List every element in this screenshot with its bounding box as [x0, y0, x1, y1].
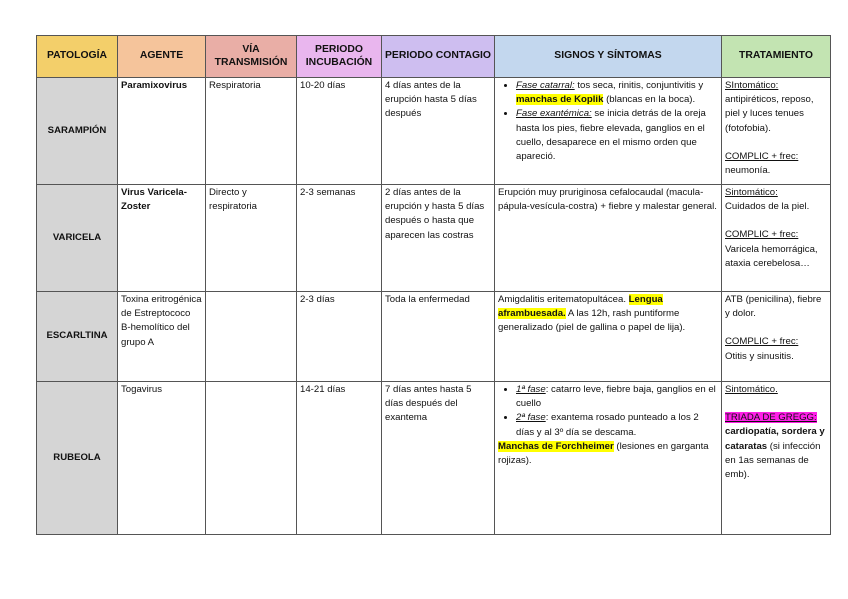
highlighted-sign: manchas de Koplik	[516, 94, 604, 106]
transmission-cell	[206, 382, 297, 535]
symptom-item	[516, 383, 718, 411]
table-row	[37, 78, 831, 185]
incubation-cell: 2-3 días	[297, 292, 382, 382]
transmission-cell: Respiratoria	[206, 78, 297, 185]
complication-detail: neumonía.	[725, 165, 771, 177]
symptom-list	[498, 79, 718, 164]
header-signos-sintomas: SIGNOS Y SÍNTOMAS	[495, 36, 722, 78]
treatment-cell	[722, 382, 831, 535]
phase-text: : exantema rosado punteado a los 2 días y al 3º día se descama.	[516, 412, 699, 438]
pathology-name: RUBEOLA	[37, 382, 118, 535]
symptoms-cell	[495, 382, 722, 535]
phase-label: Fase exantémica:	[516, 108, 592, 120]
contagion-cell: 2 días antes de la erupción y hasta 5 días después o hasta que aparecen las costras	[382, 185, 495, 292]
highlighted-sign: Manchas de Forchheimer	[498, 440, 614, 452]
header-via-transmision: VÍA TRANSMISIÓN	[206, 36, 297, 78]
symptoms-cell	[495, 292, 722, 382]
header-tratamiento: TRATAMIENTO	[722, 36, 831, 78]
incubation-cell: 14-21 días	[297, 382, 382, 535]
header-patologia: PATOLOGÍA	[37, 36, 118, 78]
symptom-text-end: A las 12h, rash puntiforme generalizado (piel de gallina o papel de lija).	[498, 308, 686, 334]
symptom-item	[516, 79, 718, 107]
complication-label: COMPLIC + frec:	[725, 229, 799, 241]
phase-text-end: (blancas en la boca).	[603, 94, 696, 106]
treatment-detail: Cuidados de la piel.	[725, 201, 810, 213]
pathology-name: ESCARLTINA	[37, 292, 118, 382]
phase-label: Fase catarral:	[516, 80, 575, 91]
table-row	[37, 185, 831, 292]
incubation-cell: 2-3 semanas	[297, 185, 382, 292]
treatment-detail: antipiréticos, reposo, piel y luces tenues (fotofobia).	[725, 94, 814, 134]
gregg-triad-label: TRIADA DE GREGG:	[725, 412, 817, 424]
header-agente: AGENTE	[118, 36, 206, 78]
pathology-table	[36, 35, 831, 535]
table-row	[37, 382, 831, 535]
phase-text: : catarro leve, fiebre baja, ganglios en el cuello	[516, 384, 716, 410]
header-periodo-contagio: PERIODO CONTAGIO	[382, 36, 495, 78]
symptom-item	[516, 107, 718, 164]
triad-items: cardiopatía, sordera y cataratas	[725, 426, 825, 452]
complication-label: COMPLIC + frec:	[725, 336, 799, 348]
table-row	[37, 292, 831, 382]
treatment-type: SIntomático:	[725, 80, 779, 91]
highlighted-sign: Lengua aframbuesada.	[498, 294, 663, 320]
symptom-text-end: (lesiones en garganta rojizas).	[498, 440, 709, 467]
symptom-item	[516, 411, 718, 439]
transmission-cell	[206, 292, 297, 382]
phase-label: 2ª fase	[516, 412, 546, 424]
complication-detail: Varicela hemorrágica, ataxia cerebelosa…	[725, 243, 818, 269]
symptoms-cell	[495, 78, 722, 185]
triad-note: (si infección en 1as semanas de emb).	[725, 440, 821, 481]
phase-label: 1ª fase	[516, 384, 546, 395]
pathology-name: SARAMPIÓN	[37, 78, 118, 185]
agent-cell: Paramixovirus	[118, 78, 206, 185]
agent-cell: Toxina eritrogénica de Estreptococo B-hemolítico del grupo A	[118, 292, 206, 382]
header-row	[37, 36, 831, 78]
contagion-cell: Toda la enfermedad	[382, 292, 495, 382]
phase-text: se inicia detrás de la oreja hasta los pies, fiebre elevada, ganglios en el cuello, desaparece en el mismo orden que apareció.	[516, 108, 706, 163]
symptom-text: Amigdalitis eritematopultácea.	[498, 294, 629, 305]
contagion-cell: 4 días antes de la erupción hasta 5 días después	[382, 78, 495, 185]
agent-cell: Virus Varicela-Zoster	[118, 185, 206, 292]
pathology-name: VARICELA	[37, 185, 118, 292]
symptom-list	[498, 383, 718, 440]
transmission-cell: Directo y respiratoria	[206, 185, 297, 292]
treatment-cell	[722, 292, 831, 382]
complication-detail: Otitis y sinusitis.	[725, 350, 794, 362]
treatment-cell	[722, 185, 831, 292]
contagion-cell: 7 días antes hasta 5 días después del exantema	[382, 382, 495, 535]
treatment-cell	[722, 78, 831, 185]
agent-cell: Togavirus	[118, 382, 206, 535]
complication-label: COMPLIC + frec:	[725, 150, 799, 162]
phase-text: tos seca, rinitis, conjuntivitis y	[574, 80, 704, 91]
incubation-cell: 10-20 días	[297, 78, 382, 185]
treatment-type: Sintomático:	[725, 187, 778, 198]
treatment-detail: ATB (penicilina), fiebre y dolor.	[725, 294, 822, 320]
treatment-type: Sintomático.	[725, 384, 778, 395]
header-periodo-incubacion: PERIODO INCUBACIÓN	[297, 36, 382, 78]
symptoms-cell: Erupción muy pruriginosa cefalocaudal (macula-pápula-vesícula-costra) + fiebre y malestar general.	[495, 185, 722, 292]
